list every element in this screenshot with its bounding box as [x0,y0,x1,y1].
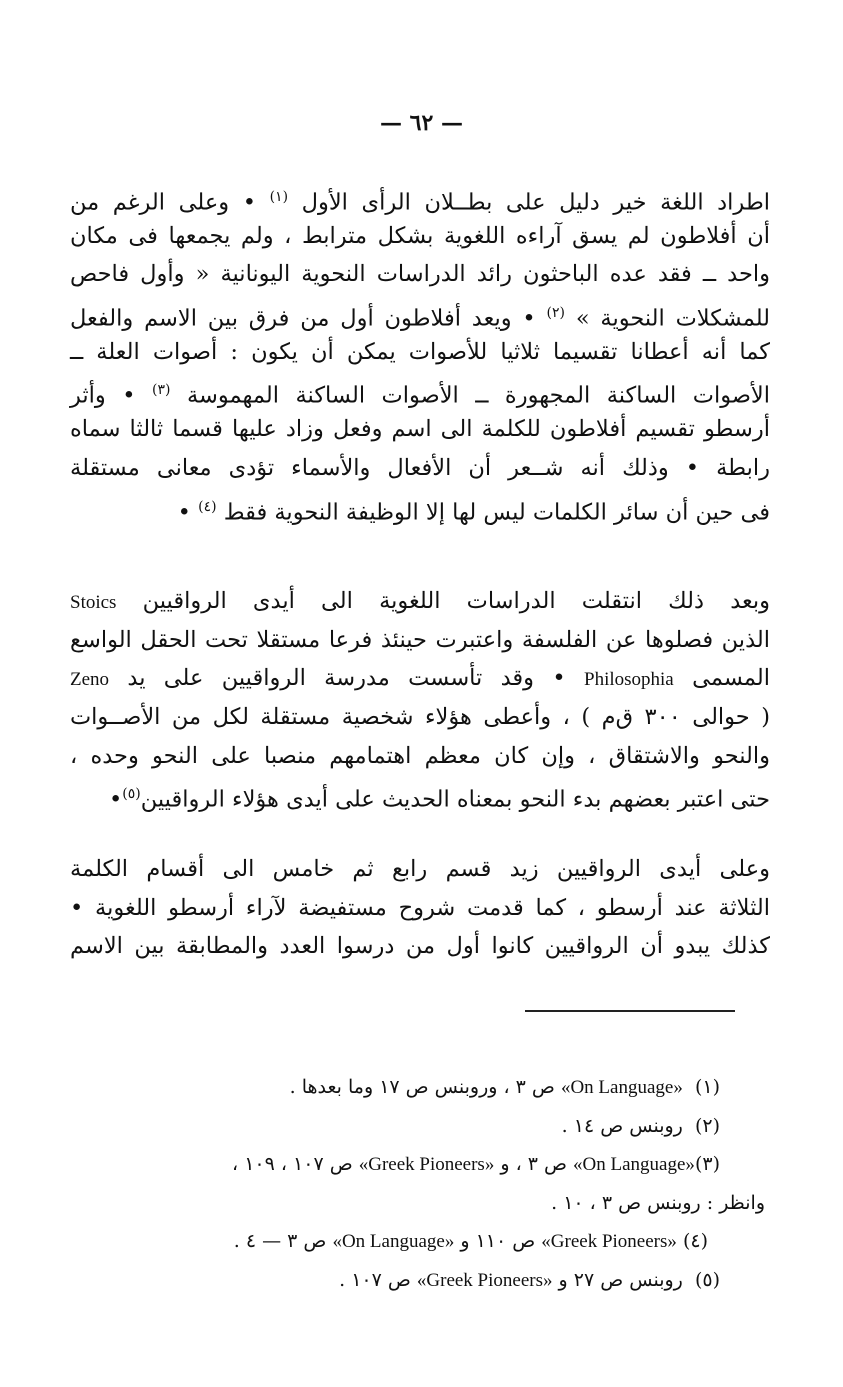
footnote-line [339,1261,720,1300]
latin-term: Zeno [70,669,110,691]
line-text: اطراد اللغة خير دليل على بطــلان الرأى الأول [301,189,771,216]
footnote-1 [290,1068,720,1107]
footnote-2 [562,1107,720,1146]
paragraph-line [70,582,770,621]
footnote-text: ص ٣ — ٤ . [233,1230,327,1252]
footnote-line [562,1107,720,1146]
paragraph-line: كما أنه أعطانا تقسيما ثلاثيا للأصوات يمكن أن يكون : أصوات العلة ــ [70,338,770,365]
footnote-line: وانظر : روبنس ص ٣ ، ١٠ . [551,1192,765,1214]
paragraph-line [70,488,770,527]
footnote-text: روبنس ص ٢٧ و [558,1269,683,1291]
paragraph-line [70,659,770,698]
footnote-ref[interactable]: (٢) [546,305,565,322]
line-text: فى حين أن سائر الكلمات ليس لها إلا الوظيفة النحوية فقط [223,499,770,525]
paragraph-line: أن أفلاطون لم يسق آراءه اللغوية بشكل مترابط ، ولم يجمعها فى مكان [70,222,770,249]
footnote-number: (١) [694,1076,720,1098]
paragraph-line [70,178,770,217]
footnote-text: ص ٣ ، و [500,1153,567,1175]
footnote-number: (٢) [694,1115,720,1137]
line-text: • [109,786,123,813]
footnote-line [234,1222,708,1261]
footnote-line [232,1145,720,1184]
footnote-3-continued [551,1184,765,1223]
line-text: • [177,499,191,525]
paragraph-1 [70,178,770,526]
footnote-4 [234,1222,708,1261]
footnote-text: ص ١٠٧ . [339,1269,411,1291]
footnote-number: (٤) [682,1230,708,1252]
footnote-ref[interactable]: (٥) [122,786,141,803]
footnote-ref[interactable]: (١) [269,189,289,205]
line-text: • وأثر [70,382,136,409]
paragraph-line: واحد ــ فقد عده الباحثون رائد الدراسات النحوية اليونانية « وأول فاحص [70,261,770,288]
footnote-3 [232,1145,720,1184]
line-text: الأصوات الساكنة المجهورة ــ الأصوات الساكنة المهموسة [186,382,771,409]
latin-term: «On Language» [560,1077,683,1098]
paragraph-3 [70,850,770,966]
paragraph-line: الذين فصلوها عن الفلسفة واعتبرت حينئذ فرعا مستقلا تحت الحقل الواسع [70,626,770,653]
footnote-5 [339,1261,720,1300]
line-text: • وعلى الرغم من [70,189,256,216]
footnote-line [290,1068,720,1107]
paragraph-line: ( حوالى ٣٠٠ ق‌م ) ، وأعطى هؤلاء شخصية مستقلة لكل من الأصــوات [70,704,770,731]
latin-term: «Greek Pioneers» [416,1270,553,1291]
latin-term: «Greek Pioneers» [541,1231,677,1252]
footnote-ref[interactable]: (٣) [152,382,171,399]
latin-term: «Greek Pioneers» [358,1154,495,1175]
paragraph-line [70,371,770,410]
footnote-number: (٣) [694,1153,720,1175]
footnote-text: روبنس ص ١٤ . [561,1115,683,1137]
paragraph-line [70,294,770,333]
latin-term: Stoics [70,592,117,613]
paragraph-line: وعلى أيدى الرواقيين زيد قسم رابع ثم خامس الى أقسام الكلمة [70,856,770,882]
paragraph-line: والنحو والاشتقاق ، وإن كان معظم اهتمامهم منصبا على النحو وحده ، [70,742,770,769]
footnote-text: ص ١٠٧ ، ١٠٩ ، [232,1153,353,1175]
latin-term: «On Language» [573,1154,695,1175]
line-text: حتى اعتبر بعضهم بدء النحو بمعناه الحديث على أيدى هؤلاء الرواقيين [140,786,770,813]
line-text: وبعد ذلك انتقلت الدراسات اللغوية الى أيدى الرواقيين [142,588,770,614]
paragraph-line [70,775,770,814]
paragraph-line: رابطة • وذلك أنه شــعر أن الأفعال والأسماء تؤدى معانى مستقلة [70,454,770,481]
footnote-ref[interactable]: (٤) [198,498,217,515]
paragraph-line: الثلاثة عند أرسطو ، كما قدمت شروح مستفيضة لآراء أرسطو اللغوية • [70,894,770,921]
paragraph-line: كذلك يبدو أن الرواقيين كانوا أول من درسوا العدد والمطابقة بين الاسم [70,933,770,960]
page-number: — ٦٢ — [380,110,463,136]
footnote-divider [525,1010,735,1012]
latin-term: Philosophia [584,669,674,691]
line-text: • ويعد أفلاطون أول من فرق بين الاسم والفعل [70,305,536,332]
line-text: • وقد تأسست مدرسة الرواقيين على يد [127,665,566,692]
latin-term: «On Language» [332,1231,455,1252]
paragraph-2 [70,582,770,814]
footnote-text: ص ١١٠ و [460,1230,536,1252]
paragraph-line: أرسطو تقسيم أفلاطون للكلمة الى اسم وفعل وزاد عليها قسما ثالثا سماه [70,416,770,443]
footnote-text: ص ٣ ، وروبنس ص ١٧ وما بعدها . [289,1076,555,1098]
line-text: للمشكلات النحوية » [575,305,771,332]
line-text: المسمى [692,665,771,692]
footnote-number: (٥) [694,1269,720,1291]
